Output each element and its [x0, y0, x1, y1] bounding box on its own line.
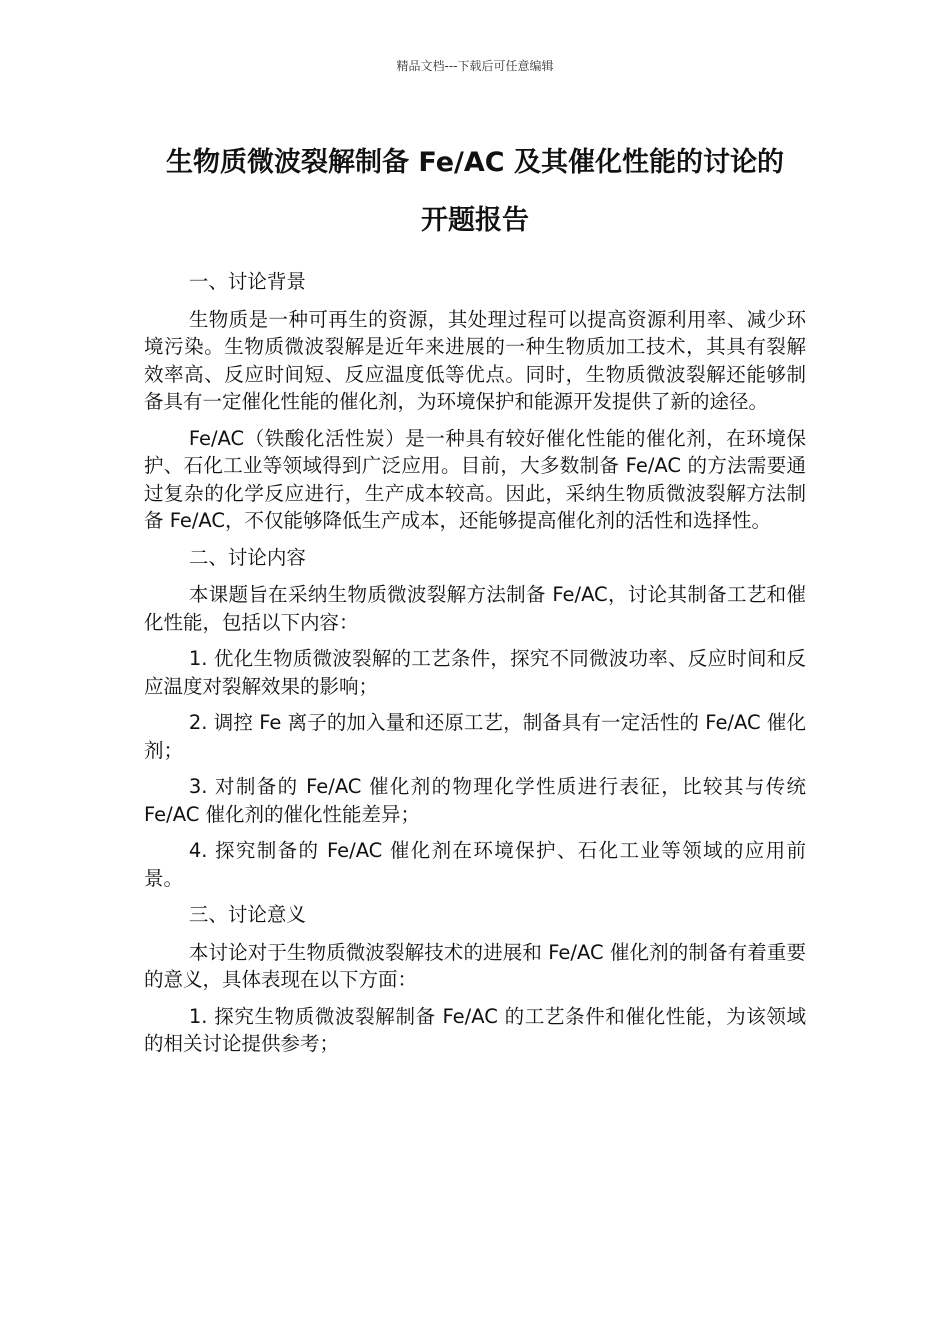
list-item-content-2: 2. 调控 Fe 离子的加入量和还原工艺，制备具有一定活性的 Fe/AC 催化剂；	[144, 711, 806, 762]
title-line-2: 开题报告	[421, 205, 529, 236]
paragraph-background-1: 生物质是一种可再生的资源，其处理过程可以提高资源利用率、减少环境污染。生物质微波裂解是近年来进展的一种生物质加工技术，其具有裂解效率高、反应时间短、反应温度低等优点。同时，生物质微波裂解还能够制备具有一定催化性能的催化剂，为环境保护和能源开发提供了新的途径。	[144, 307, 806, 413]
section-heading-significance: 三、讨论意义	[188, 903, 306, 926]
list-item-significance-1: 1. 探究生物质微波裂解制备 Fe/AC 的工艺条件和催化性能，为该领域的相关讨论提供参考；	[144, 1004, 806, 1055]
list-item-content-4: 4. 探究制备的 Fe/AC 催化剂在环境保护、石化工业等领域的应用前景。	[144, 839, 806, 890]
paragraph-content-intro: 本课题旨在采纳生物质微波裂解方法制备 Fe/AC，讨论其制备工艺和催化性能，包括以下内容：	[144, 583, 806, 634]
header-note: 精品文档---下载后可任意编辑	[396, 59, 554, 73]
paragraph-significance-intro: 本讨论对于生物质微波裂解技术的进展和 Fe/AC 催化剂的制备有着重要的意义，具体表现在以下方面：	[144, 940, 806, 991]
title-line-1: 生物质微波裂解制备 Fe/AC 及其催化性能的讨论的	[165, 147, 785, 178]
section-heading-background: 一、讨论背景	[188, 270, 306, 293]
section-heading-content: 二、讨论内容	[188, 545, 306, 569]
document-title	[130, 134, 820, 250]
paragraph-background-2: Fe/AC（铁酸化活性炭）是一种具有较好催化性能的催化剂，在环境保护、石化工业等领域得到广泛应用。目前，大多数制备 Fe/AC 的方法需要通过复杂的化学反应进行，生产成本较高。因此，采纳生物质微波裂解方法制备 Fe/AC，不仅能够降低生产成本，还能够提高催化剂的活性和选择性。	[144, 426, 806, 532]
list-item-content-3: 3. 对制备的 Fe/AC 催化剂的物理化学性质进行表征，比较其与传统 Fe/AC 催化剂的催化性能差异；	[144, 775, 806, 826]
list-item-content-1: 1. 优化生物质微波裂解的工艺条件，探究不同微波功率、反应时间和反应温度对裂解效果的影响；	[144, 647, 806, 698]
document-body	[144, 268, 806, 1067]
